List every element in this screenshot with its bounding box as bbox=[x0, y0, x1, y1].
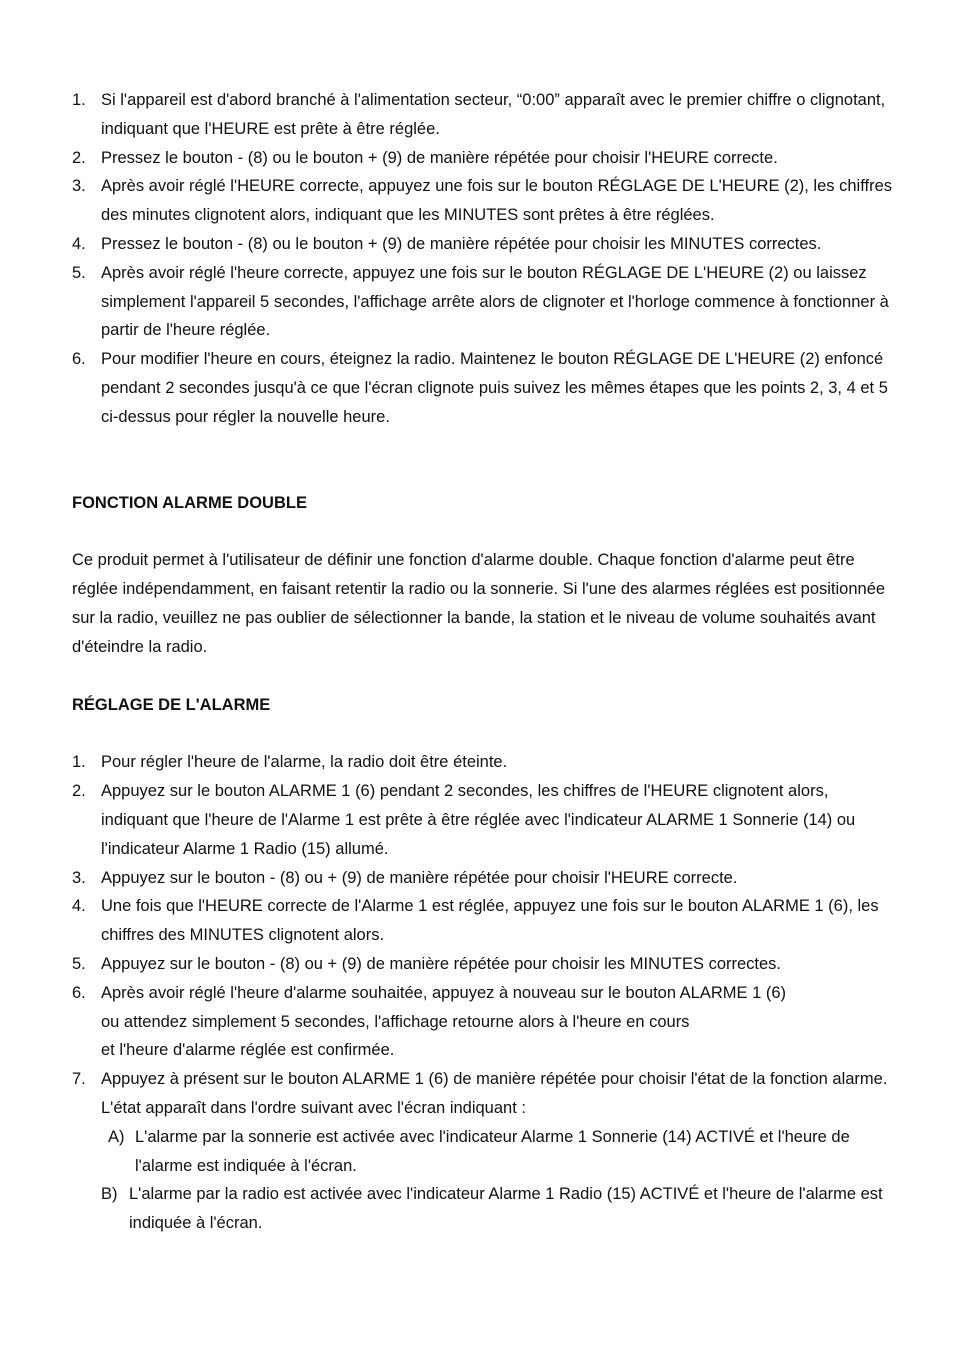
list-number: 3. bbox=[72, 868, 86, 887]
list-item bbox=[72, 748, 892, 777]
sub-item-letter: B) bbox=[101, 1185, 118, 1204]
list-text-line: ou attendez simplement 5 secondes, l'affichage retourne alors à l'heure en cours bbox=[101, 1012, 690, 1031]
list-item bbox=[72, 892, 892, 950]
list-item bbox=[72, 345, 892, 431]
list-number: 4. bbox=[72, 897, 86, 916]
list-text: Appuyez sur le bouton - (8) ou + (9) de manière répétée pour choisir l'HEURE correcte. bbox=[101, 868, 738, 887]
list-text: Une fois que l'HEURE correcte de l'Alarme 1 est réglée, appuyez une fois sur le bouton ALARME 1 (6), les chiffres des MINUTES clignotent alors. bbox=[101, 897, 879, 945]
alarm-setting-list bbox=[72, 748, 892, 1094]
list-text: Appuyez à présent sur le bouton ALARME 1 (6) de manière répétée pour choisir l'état de la fonction alarme. bbox=[101, 1070, 888, 1089]
list-item bbox=[72, 144, 892, 173]
dual-alarm-paragraph: Ce produit permet à l'utilisateur de définir une fonction d'alarme double. Chaque fonction d'alarme peut être réglée indépendamment, en faisant retentir la radio ou la sonnerie. Si l'une des alarmes réglées est positionnée sur la radio, veuillez ne pas oublier de sélectionner la bande, la station et le niveau de volume souhaités avant d'éteindre la radio. bbox=[72, 551, 886, 656]
list-number: 1. bbox=[72, 91, 86, 109]
list-number: 5. bbox=[72, 954, 86, 973]
list-number: 2. bbox=[72, 782, 86, 801]
sub-item-text: L'alarme par la radio est activée avec l'indicateur Alarme 1 Radio (15) ACTIVÉ et l'heure de l'alarme est indiquée à l'écran. bbox=[129, 1185, 883, 1233]
list-number: 3. bbox=[72, 177, 86, 196]
spacer bbox=[72, 719, 892, 748]
list-item bbox=[72, 259, 892, 345]
list-number: 6. bbox=[72, 983, 86, 1002]
list-item bbox=[72, 864, 892, 893]
section-heading-dual-alarm: FONCTION ALARME DOUBLE bbox=[72, 493, 307, 512]
list-text: Appuyez sur le bouton - (8) ou + (9) de manière répétée pour choisir les MINUTES correctes. bbox=[101, 954, 782, 973]
list-number: 6. bbox=[72, 350, 86, 369]
sub-item-a bbox=[72, 1123, 892, 1181]
section-heading-alarm-setting: RÉGLAGE DE L'ALARME bbox=[72, 695, 271, 714]
sub-item-b bbox=[72, 1180, 892, 1238]
document-page bbox=[72, 86, 892, 1238]
list-text-line: et l'heure d'alarme réglée est confirmée. bbox=[101, 1041, 395, 1060]
sub-item-letter: A) bbox=[108, 1127, 125, 1146]
list-text: Pressez le bouton - (8) ou le bouton + (9) de manière répétée pour choisir les MINUTES correctes. bbox=[101, 234, 822, 253]
list-number: 7. bbox=[72, 1070, 86, 1089]
list-item bbox=[72, 950, 892, 979]
list-number: 1. bbox=[72, 753, 86, 772]
list-text: Pour modifier l'heure en cours, éteignez la radio. Maintenez le bouton RÉGLAGE DE L'HEURE (2) enfoncé pendant 2 secondes jusqu'à ce que l'écran clignote puis suivez les mêmes étapes que les points 2, 3, 4 et 5 ci-dessus pour régler la nouvelle heure. bbox=[101, 350, 888, 426]
list-text: Appuyez sur le bouton ALARME 1 (6) pendant 2 secondes, les chiffres de l'HEURE clignotent alors, indiquant que l'heure de l'Alarme 1 est prête à être réglée avec l'indicateur ALARME 1 Sonnerie (14) ou l'indicateur Alarme 1 Radio (15) allumé. bbox=[101, 782, 856, 858]
list-item bbox=[72, 1065, 892, 1094]
list-text-line: Après avoir réglé l'heure d'alarme souhaitée, appuyez à nouveau sur le bouton ALARME 1 (6) bbox=[101, 983, 787, 1002]
spacer bbox=[72, 517, 892, 546]
list-text: Pour régler l'heure de l'alarme, la radio doit être éteinte. bbox=[101, 753, 508, 772]
list-text: Si l'appareil est d'abord branché à l'alimentation secteur, “0:00” apparaît avec le premier chiffre o clignotant, indiquant que l'HEURE est prête à être réglée. bbox=[101, 91, 886, 138]
list-item bbox=[72, 230, 892, 259]
spacer bbox=[72, 662, 892, 691]
list-item bbox=[72, 86, 892, 144]
time-setting-list bbox=[72, 86, 892, 432]
list-text: Après avoir réglé l'HEURE correcte, appuyez une fois sur le bouton RÉGLAGE DE L'HEURE (2), les chiffres des minutes clignotent alors, indiquant que les MINUTES sont prêtes à être réglées. bbox=[101, 177, 892, 225]
sub-item-text: L'alarme par la sonnerie est activée avec l'indicateur Alarme 1 Sonnerie (14) ACTIVÉ et l'heure de l'alarme est indiquée à l'écran. bbox=[135, 1127, 850, 1175]
list-text: Pressez le bouton - (8) ou le bouton + (9) de manière répétée pour choisir l'HEURE correcte. bbox=[101, 148, 778, 167]
list-item bbox=[72, 979, 892, 1065]
list-item bbox=[72, 172, 892, 230]
list-number: 4. bbox=[72, 234, 86, 253]
list-number: 2. bbox=[72, 148, 86, 167]
list-item bbox=[72, 777, 892, 863]
list-text: Après avoir réglé l'heure correcte, appuyez une fois sur le bouton RÉGLAGE DE L'HEURE (2) ou laissez simplement l'appareil 5 secondes, l'affichage arrête alors de clignoter et l'horloge commence à fonctionner à partir de l'heure réglée. bbox=[101, 263, 889, 340]
list-number: 5. bbox=[72, 263, 86, 282]
state-intro: L'état apparaît dans l'ordre suivant avec l'écran indiquant : bbox=[101, 1098, 526, 1117]
spacer bbox=[72, 432, 892, 489]
